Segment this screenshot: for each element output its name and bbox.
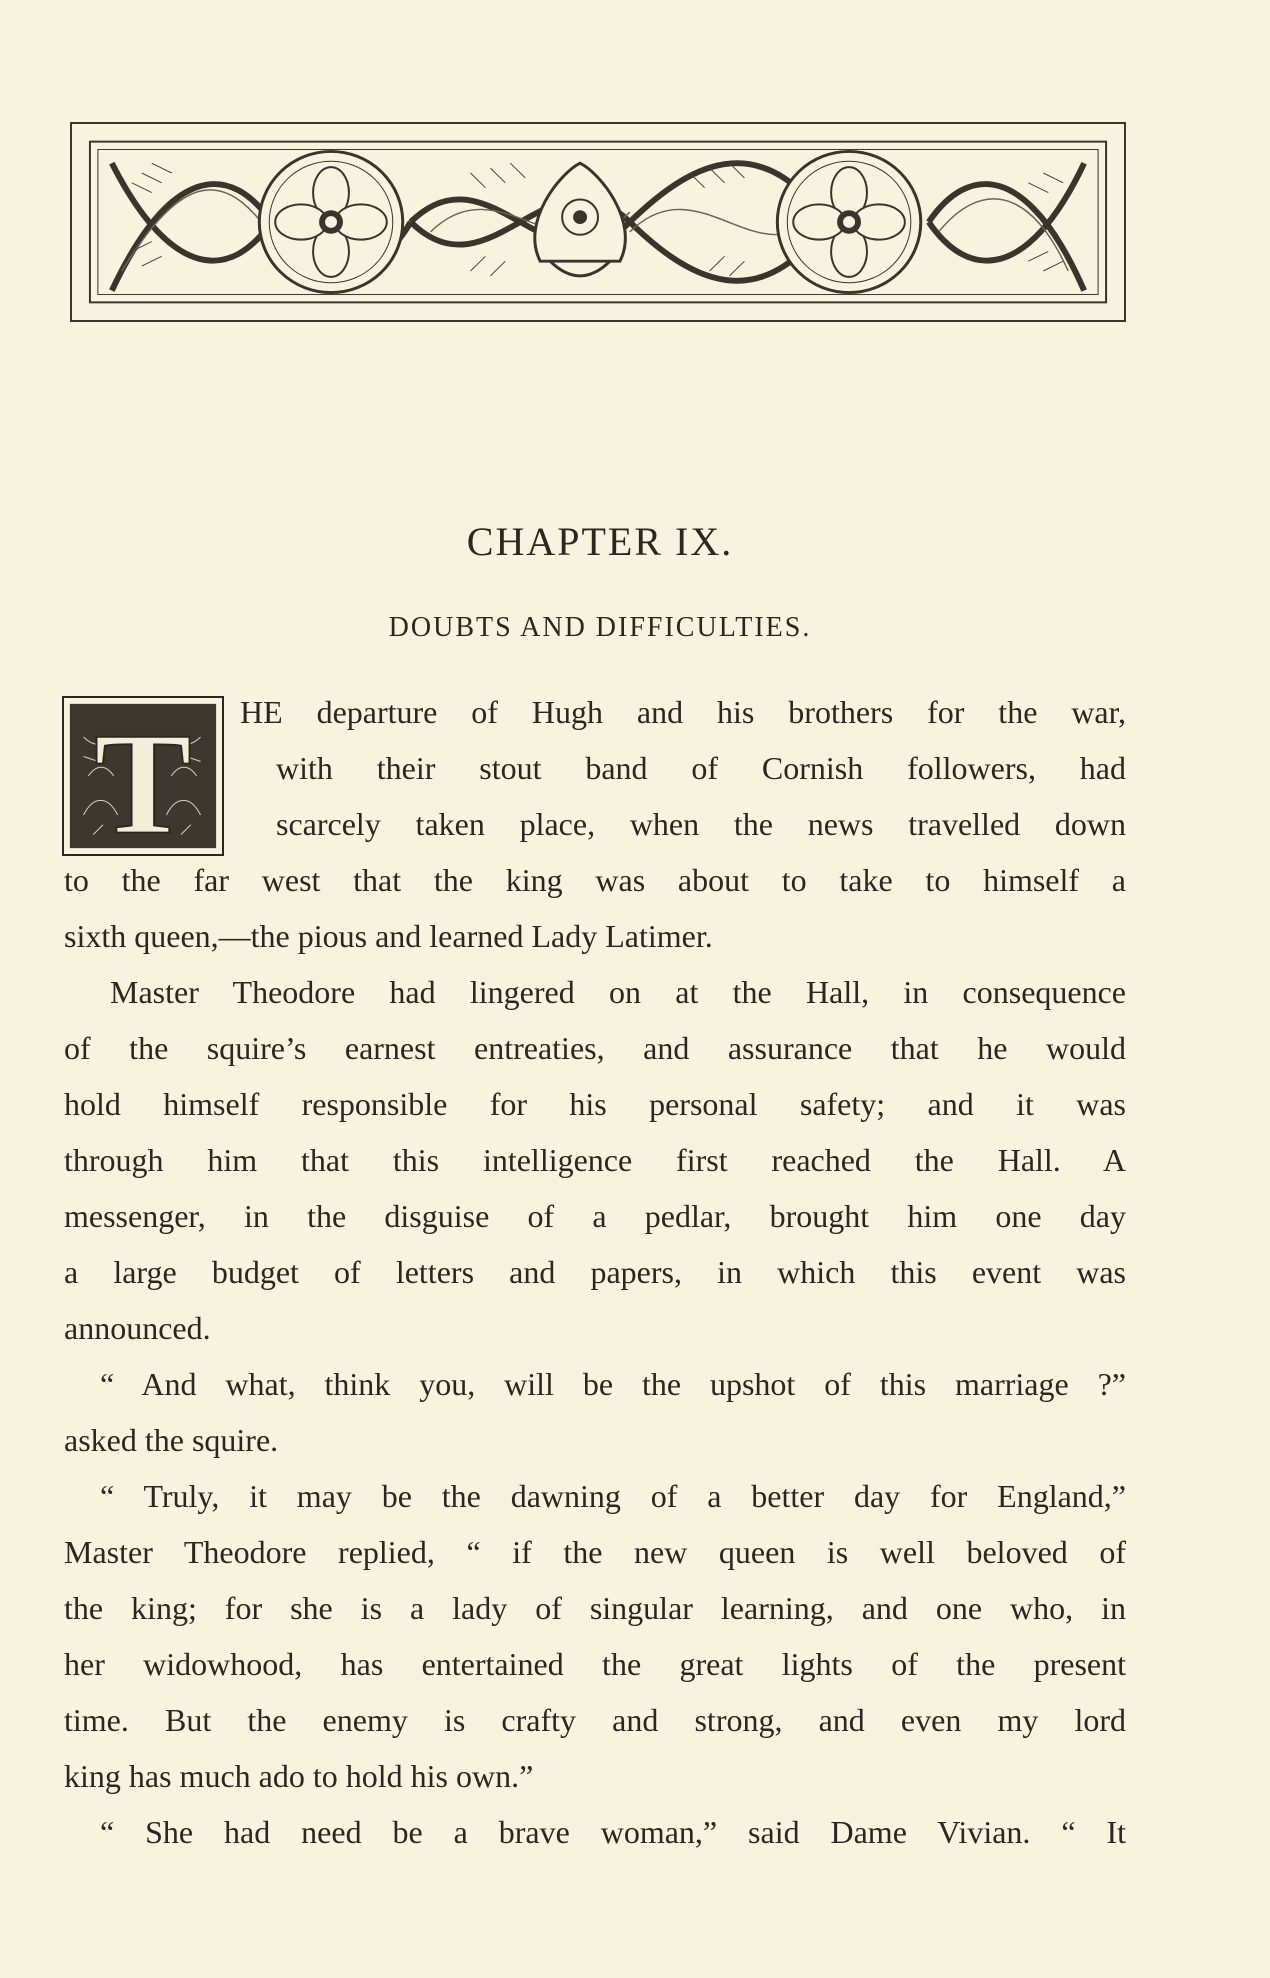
body-line: “ Truly, it may be the dawning of a better day for England,” — [100, 1478, 1126, 1514]
body-line: king has much ado to hold his own.” — [64, 1758, 534, 1794]
body-line: through him that this intelligence first reached the Hall. A — [64, 1142, 1126, 1178]
body-line: HE departure of Hugh and his brothers for the war, — [240, 694, 1126, 730]
chapter-subtitle: DOUBTS AND DIFFICULTIES. — [388, 612, 812, 643]
body-line: Master Theodore had lingered on at the Hall, in consequence — [110, 974, 1126, 1010]
drop-cap-letter: T — [94, 702, 192, 854]
show-through-text — [380, 60, 390, 94]
body-line: to the far west that the king was about to take to himself a — [64, 862, 1126, 898]
body-line: sixth queen,—the pious and learned Lady Latimer. — [64, 918, 713, 954]
body-line: the king; for she is a lady of singular learning, and one who, in — [64, 1590, 1126, 1626]
body-line: her widowhood, has entertained the great lights of the present — [64, 1646, 1126, 1682]
body-line: asked the squire. — [64, 1422, 279, 1458]
body-line: announced. — [64, 1310, 211, 1346]
body-line: of the squire’s earnest entreaties, and assurance that he would — [64, 1030, 1126, 1066]
ornamental-headpiece — [70, 122, 1126, 322]
body-line: Master Theodore replied, “ if the new queen is well beloved of — [64, 1534, 1126, 1570]
body-line: “ And what, think you, will be the upshot of this marriage ?” — [100, 1366, 1126, 1402]
body-line: messenger, in the disguise of a pedlar, brought him one day — [64, 1198, 1126, 1234]
chapter-title: CHAPTER IX. — [466, 519, 734, 564]
body-line: time. But the enemy is crafty and strong, and even my lord — [64, 1702, 1126, 1738]
drop-cap-ornament-icon — [64, 698, 222, 854]
body-line: with their stout band of Cornish followers, had — [276, 750, 1126, 786]
drop-cap — [62, 696, 224, 856]
body-line: hold himself responsible for his personal safety; and it was — [64, 1086, 1126, 1122]
body-line: scarcely taken place, when the news travelled down — [276, 806, 1126, 842]
body-line: a large budget of letters and papers, in which this event was — [64, 1254, 1126, 1290]
headpiece-ornament-icon — [72, 124, 1124, 320]
body-line: “ She had need be a brave woman,” said Dame Vivian. “ It — [100, 1814, 1126, 1850]
